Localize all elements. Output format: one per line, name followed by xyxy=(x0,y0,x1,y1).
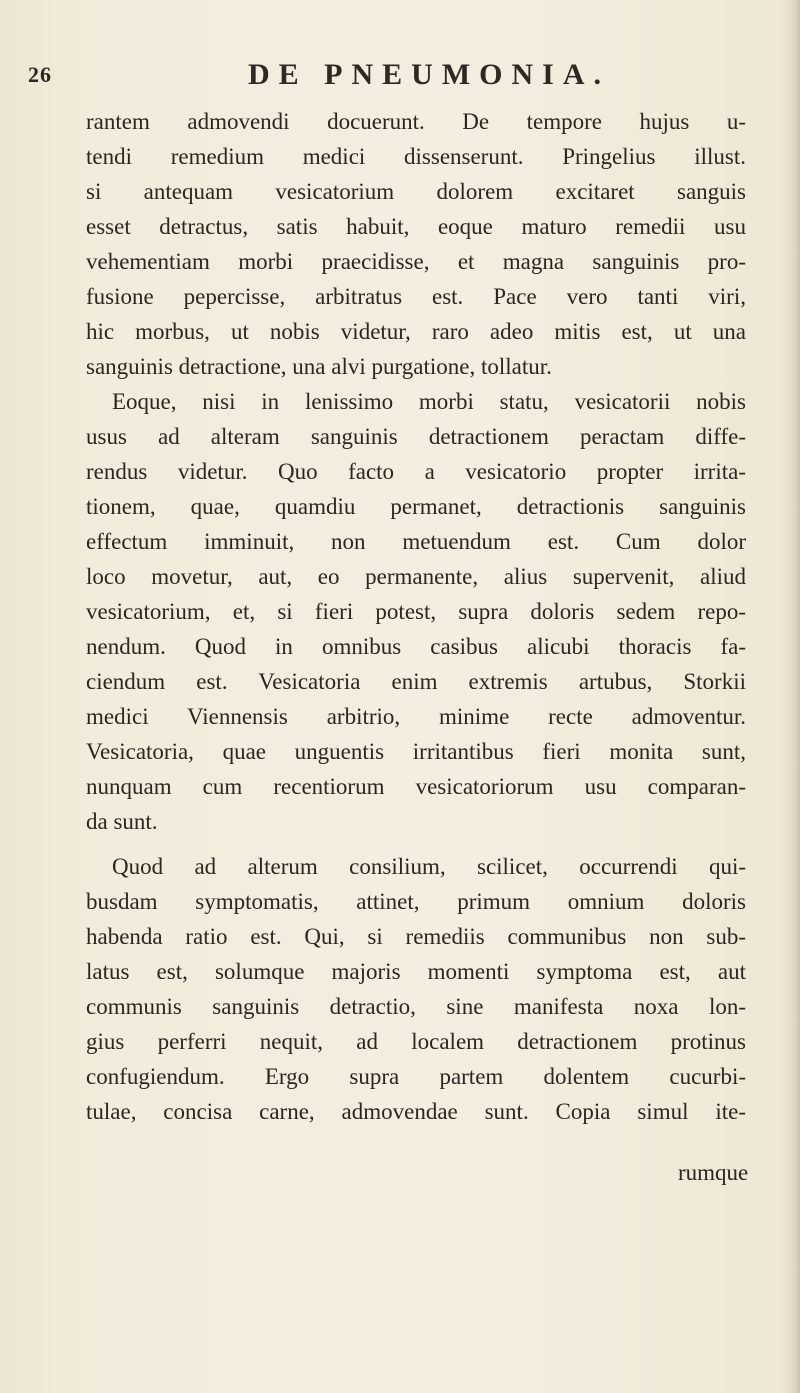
text-line: medici Viennensis arbitrio, minime recte admoventur. xyxy=(86,704,746,729)
text-line: latus est, solumque majoris momenti symptoma est, aut xyxy=(86,959,746,984)
text-line: effectum imminuit, non metuendum est. Cum dolor xyxy=(86,529,746,554)
text-line: tulae, concisa carne, admovendae sunt. Copia simul ite- xyxy=(86,1099,746,1124)
catchword: rumque xyxy=(678,1160,749,1185)
text-line: esset detractus, satis habuit, eoque maturo remedii usu xyxy=(86,214,746,239)
text-line: busdam symptomatis, attinet, primum omnium doloris xyxy=(86,889,746,914)
paragraph-start-line: Eoque, nisi in lenissimo morbi statu, vesicatorii nobis xyxy=(112,389,746,414)
text-line: Vesicatoria, quae unguentis irritantibus fieri monita sunt, xyxy=(86,739,746,764)
body-text xyxy=(86,104,746,1129)
text-line: da sunt. xyxy=(86,809,158,834)
text-line: ciendum est. Vesicatoria enim extremis artubus, Storkii xyxy=(86,669,746,694)
text-line: nendum. Quod in omnibus casibus alicubi thoracis fa- xyxy=(86,634,746,659)
text-line: vesicatorium, et, si fieri potest, supra doloris sedem repo- xyxy=(86,599,746,624)
text-line: nunquam cum recentiorum vesicatoriorum usu comparan- xyxy=(86,774,746,799)
text-line: tendi remedium medici dissenserunt. Pringelius illust. xyxy=(86,144,746,169)
text-line: loco movetur, aut, eo permanente, alius supervenit, aliud xyxy=(86,564,746,589)
text-line: rendus videtur. Quo facto a vesicatorio propter irrita- xyxy=(86,459,746,484)
text-line: fusione pepercisse, arbitratus est. Pace vero tanti viri, xyxy=(86,284,746,309)
text-line: vehementiam morbi praecidisse, et magna sanguinis pro- xyxy=(86,249,746,274)
text-line: si antequam vesicatorium dolorem excitaret sanguis xyxy=(86,179,746,204)
text-line: sanguinis detractione, una alvi purgatione, tollatur. xyxy=(86,354,552,379)
running-head xyxy=(28,58,768,98)
text-line: communis sanguinis detractio, sine manifesta noxa lon- xyxy=(86,994,746,1019)
text-line: confugiendum. Ergo supra partem dolentem cucurbi- xyxy=(86,1064,746,1089)
text-line: usus ad alteram sanguinis detractionem peractam diffe- xyxy=(86,424,746,449)
text-line: rantem admovendi docuerunt. De tempore hujus u- xyxy=(86,109,746,134)
text-line: hic morbus, ut nobis videtur, raro adeo mitis est, ut una xyxy=(86,319,746,344)
text-line: tionem, quae, quamdiu permanet, detractionis sanguinis xyxy=(86,494,746,519)
page-number: 26 xyxy=(28,62,52,87)
paragraph-start-line: Quod ad alterum consilium, scilicet, occurrendi qui- xyxy=(112,854,746,879)
running-title: DE PNEUMONIA. xyxy=(248,58,610,91)
text-line: gius perferri nequit, ad localem detractionem protinus xyxy=(86,1029,746,1054)
text-line: habenda ratio est. Qui, si remediis communibus non sub- xyxy=(86,924,746,949)
page-gutter-shadow xyxy=(782,0,800,1393)
